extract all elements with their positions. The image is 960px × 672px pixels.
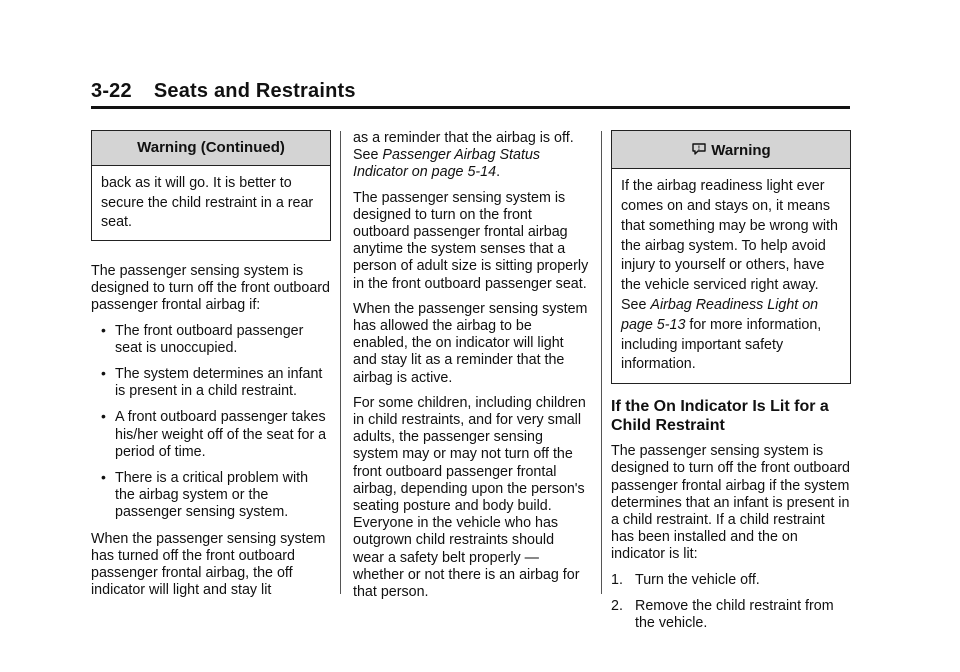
column-2: [353, 130, 589, 609]
paragraph: The passenger sensing system is designed to turn on the front outboard passenger frontal airbag anytime the system senses that a person of adult size is sitting properly in the front outboard passenger seat.: [353, 189, 589, 292]
warning-header: [612, 131, 850, 169]
paragraph: For some children, including children in child restraints, and for very small adults, the passenger sensing system may or may not turn off the front outboard passenger frontal airbag, depending upon the person's seating posture and body build. Everyone in the vehicle who has outgrown child restraints should wear a safety belt properly — whether or not there is an airbag for that person.: [353, 394, 586, 601]
warning-text-part: If the airbag readiness light ever comes on and stays on, it means that something may be wrong with the airbag system. To help avoid injury to yourself or others, have the vehicle serviced right away. See: [621, 178, 838, 313]
page-header: [91, 80, 356, 103]
section-heading: If the On Indicator Is Lit for a Child Restraint: [611, 398, 829, 434]
list-item: [611, 572, 851, 589]
warning-box-continued: [91, 130, 331, 241]
warning-text-part: for more information, including important safety information.: [621, 316, 822, 373]
paragraph-text: .: [496, 164, 501, 181]
step-text: Turn the vehicle off.: [635, 571, 760, 588]
section-title: Seats and Restraints: [153, 80, 356, 102]
column-divider: [601, 131, 602, 594]
warning-icon: [691, 141, 707, 157]
svg-text:!: !: [698, 145, 701, 152]
numbered-list: [611, 572, 851, 633]
paragraph: [353, 130, 589, 182]
warning-box: [611, 130, 851, 384]
paragraph-text: as a reminder that the airbag is off. See: [353, 130, 574, 164]
paragraph: The passenger sensing system is designed to turn off the front outboard passenger frontal airbag if:: [91, 262, 330, 314]
column-3: [611, 130, 851, 641]
list-item: • The system determines an infant is present in a child restraint.: [91, 366, 331, 400]
warning-text: back as it will go. It is better to secure the child restraint in a rear seat.: [101, 175, 314, 231]
list-item: • There is a critical problem with the airbag system or the passenger sensing system.: [91, 470, 331, 522]
warning-title: Warning: [711, 142, 771, 159]
cross-reference-link[interactable]: Airbag Readiness Light on page 5-13: [621, 296, 819, 333]
warning-title: Warning (Continued): [92, 131, 330, 166]
page-number: 3-22: [91, 80, 132, 102]
header-rule: [91, 106, 850, 109]
list-item: • The front outboard passenger seat is unoccupied.: [91, 323, 331, 357]
step-number: 2.: [611, 597, 623, 614]
cross-reference-link[interactable]: Passenger Airbag Status Indicator on page 5-14: [353, 147, 541, 181]
paragraph: When the passenger sensing system has turned off the front outboard passenger frontal airbag, the off indicator will light and stay lit: [91, 530, 326, 599]
column-1: [91, 130, 331, 607]
paragraph: When the passenger sensing system has allowed the airbag to be enabled, the on indicator will light and stay lit as a reminder that the airbag is active.: [353, 300, 588, 386]
list-item: • A front outboard passenger takes his/her weight off of the seat for a period of time.: [91, 409, 331, 461]
paragraph: The passenger sensing system is designed to turn off the front outboard passenger frontal airbag if the system determines that an infant is present in a child restraint. If a child restraint has been installed and the on indicator is lit:: [611, 443, 850, 563]
step-text: Remove the child restraint from the vehicle.: [635, 597, 834, 631]
step-number: 1.: [611, 571, 623, 588]
warning-text: [612, 169, 850, 383]
list-item: [611, 598, 851, 632]
column-divider: [340, 131, 341, 594]
bullet-list: [91, 323, 331, 522]
